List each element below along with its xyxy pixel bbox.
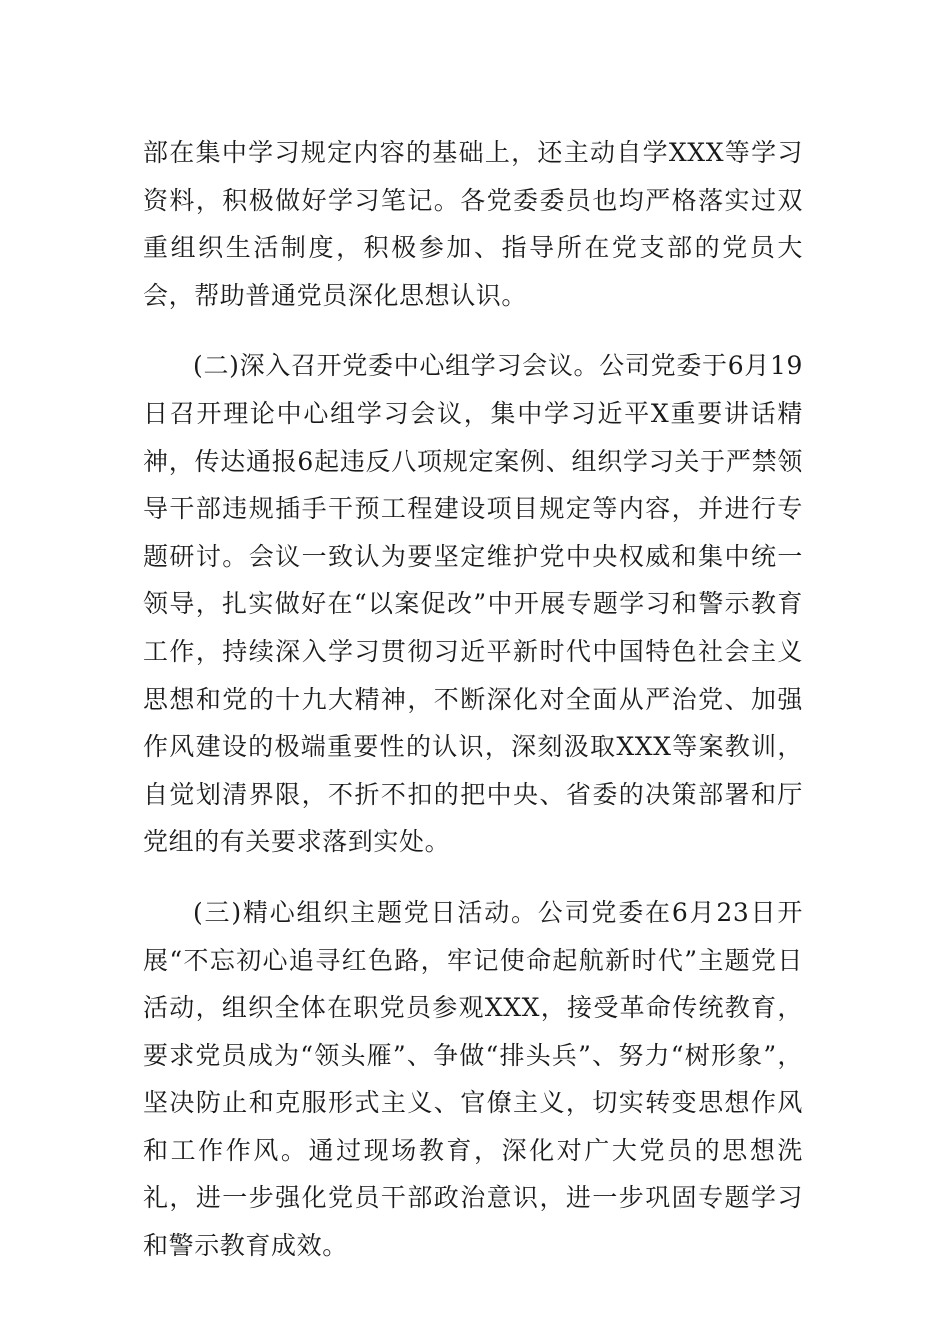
document-body <box>143 129 803 1270</box>
paragraph-section-2: (二)深入召开党委中心组学习会议。公司党委于6月19日召开理论中心组学习会议，集中学习近平X重要讲话精神，传达通报6起违反八项规定案例、组织学习关于严禁领导干部违规插手干预工程建设项目规定等内容，并进行专题研讨。会议一致认为要坚定维护党中央权威和集中统一领导，扎实做好在“以案促改”中开展专题学习和警示教育工作，持续深入学习贯彻习近平新时代中国特色社会主义思想和党的十九大精神，不断深化对全面从严治党、加强作风建设的极端重要性的认识，深刻汲取XXX等案教训，自觉划清界限，不折不扣的把中央、省委的决策部署和厅党组的有关要求落到实处。 <box>143 351 803 857</box>
paragraph-continuation: 部在集中学习规定内容的基础上，还主动自学XXX等学习资料，积极做好学习笔记。各党委委员也均严格落实过双重组织生活制度，积极参加、指导所在党支部的党员大会，帮助普通党员深化思想认识。 <box>143 138 803 310</box>
paragraph-section-3: (三)精心组织主题党日活动。公司党委在6月23日开展“不忘初心追寻红色路，牢记使命起航新时代”主题党日活动，组织全体在职党员参观XXX，接受革命传统教育，要求党员成为“领头雁”、争做“排头兵”、努力“树形象”，坚决防止和克服形式主义、官僚主义，切实转变思想作风和工作作风。通过现场教育，深化对广大党员的思想洗礼，进一步强化党员干部政治意识，进一步巩固专题学习和警示教育成效。 <box>143 897 803 1261</box>
